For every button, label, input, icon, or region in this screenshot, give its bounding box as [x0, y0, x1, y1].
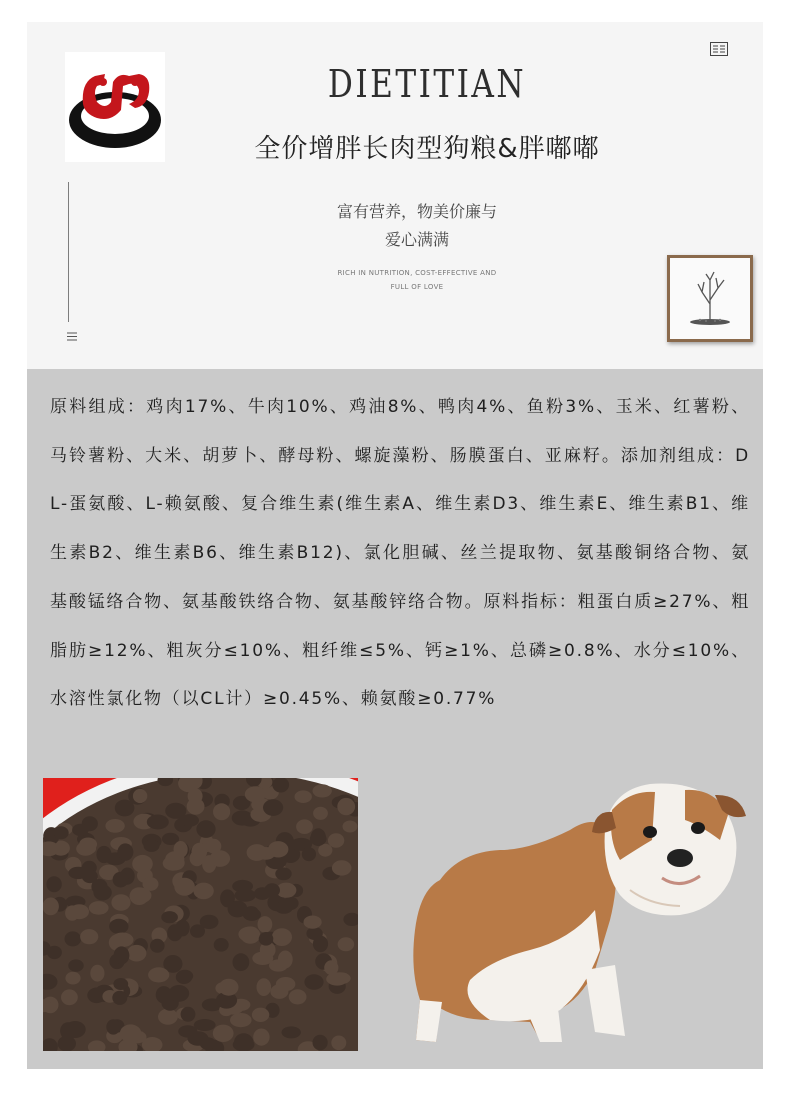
kibble-piece — [158, 1009, 178, 1025]
kibble-piece — [180, 814, 199, 827]
kibble-piece — [328, 833, 344, 847]
kibble-piece — [232, 810, 253, 825]
kibble-piece — [114, 946, 130, 964]
kibble-piece — [167, 924, 182, 941]
hamburger-icon — [67, 332, 77, 341]
kibble-piece — [181, 1007, 196, 1022]
bulldog-photo — [380, 770, 750, 1060]
kibble-piece — [96, 846, 111, 863]
kibble-piece — [257, 978, 272, 996]
tree-picture-frame — [667, 255, 753, 342]
kibble-piece — [258, 916, 273, 933]
kibble-piece — [80, 929, 98, 944]
kibble-piece — [247, 844, 267, 861]
kibble-piece — [65, 972, 80, 985]
ingredients-text: 原料组成：鸡肉17%、牛肉10%、鸡油8%、鸭肉4%、鱼粉3%、玉米、红薯粉、马铃薯粉、大米、胡萝卜、酵母粉、螺旋藻粉、肠膜蛋白、亚麻籽。添加剂组成：DL-蛋氨酸、L-赖氨酸、复合维生素(维生素A、维生素D3、维生素E、维生素B1、维生素B2、维生素B6、维生素B12)、氯化胆碱、丝兰提取物、氨基酸铜络合物、氨基酸锰络合物、氨基酸铁络合物、氨基酸锌络合物。原料指标：粗蛋白质≥27%、粗脂肪≥12%、粗灰分≤10%、粗纤维≤5%、钙≥1%、总磷≥0.8%、水分≤10%、水溶性氯化物（以CL计）≥0.45%、赖氨酸≥0.77% — [50, 397, 750, 710]
divider-line — [68, 182, 69, 322]
kibble-piece — [112, 991, 127, 1005]
kibble-piece — [58, 1036, 76, 1051]
kibble-piece — [235, 889, 256, 902]
kibble-piece — [313, 936, 328, 953]
kibble-piece — [46, 876, 61, 892]
header-panel — [27, 22, 763, 369]
kibble-piece — [54, 826, 69, 839]
kibble-piece — [313, 1035, 328, 1050]
kibble-piece — [109, 919, 128, 934]
kibble-piece — [168, 985, 189, 1002]
kibble-piece — [120, 1024, 142, 1042]
kibble-piece — [161, 911, 178, 923]
kibble-piece — [68, 867, 88, 879]
kibble-piece — [234, 1033, 253, 1051]
kibble-piece — [206, 839, 221, 854]
kibble-piece — [268, 841, 288, 857]
kibble-piece — [272, 928, 292, 946]
kibble-piece — [295, 790, 312, 803]
kibble-piece — [113, 872, 129, 888]
kibble-piece — [233, 953, 250, 971]
kibble-piece — [148, 967, 169, 982]
kibble-piece — [324, 960, 338, 975]
kibble-piece — [127, 945, 147, 962]
kibble-piece — [187, 798, 205, 815]
kibble-piece — [200, 915, 219, 929]
tagline-en-line-1: RICH IN NUTRITION, COST-EFFECTIVE AND — [337, 269, 497, 277]
kibble-piece — [337, 798, 355, 815]
kibble-piece — [144, 840, 160, 852]
kibble-piece — [275, 867, 291, 880]
tagline-en-line-2: FULL OF LOVE — [390, 283, 444, 291]
kibble-piece — [313, 807, 328, 820]
kibble-piece — [282, 1026, 301, 1038]
kibble-piece — [278, 951, 293, 969]
kibble-piece — [65, 931, 82, 946]
kibble-piece — [72, 824, 89, 836]
kibble-piece — [43, 898, 59, 916]
kibble-piece — [296, 819, 313, 834]
kibble-piece — [65, 1021, 86, 1038]
kibble-piece — [174, 878, 195, 896]
product-title: 全价增胖长肉型狗粮&胖嘟嘟 — [254, 134, 600, 164]
kibble-piece — [252, 1008, 269, 1022]
kibble-piece — [70, 904, 89, 919]
kibble-piece — [91, 879, 107, 895]
kibble-piece — [238, 927, 259, 942]
kibble-piece — [47, 946, 62, 959]
kibble-piece — [213, 1025, 234, 1042]
kibble-piece — [230, 1013, 252, 1027]
kibble-piece — [117, 843, 133, 860]
kibble-piece — [302, 847, 316, 861]
kibble-piece — [259, 932, 274, 946]
kibble-image — [43, 778, 358, 1051]
kibble-piece — [133, 789, 147, 803]
kibble-piece — [214, 938, 229, 952]
kibble-piece — [304, 916, 322, 929]
kibble-piece — [343, 821, 358, 833]
kibble-piece — [132, 855, 153, 873]
brand-title: DIETITIAN — [327, 62, 527, 106]
kibble-piece — [193, 883, 213, 900]
kibble-piece — [176, 970, 192, 984]
kibble-piece — [112, 933, 134, 948]
kibble-piece — [111, 894, 130, 911]
kibble-piece — [61, 989, 78, 1005]
kibble-piece — [213, 803, 230, 820]
kibble-piece — [219, 979, 239, 996]
kibble-piece — [178, 1025, 197, 1037]
kibble-piece — [68, 959, 83, 971]
kibble-piece — [253, 1029, 269, 1046]
kibble-piece — [190, 850, 205, 866]
kibble-piece — [196, 820, 215, 838]
kibble-piece — [331, 1036, 346, 1051]
menu-icon[interactable] — [710, 42, 728, 56]
kibble-piece — [304, 974, 323, 989]
tree-icon — [670, 258, 750, 339]
kibble-piece — [276, 977, 296, 991]
kibble-piece — [113, 978, 128, 990]
tagline — [257, 198, 577, 254]
kibble-piece — [130, 888, 151, 903]
kibble-piece — [150, 939, 165, 953]
kibble-piece — [228, 901, 248, 918]
kibble-piece — [106, 1019, 120, 1034]
kibble-piece — [194, 1019, 216, 1031]
tagline-line-1: 富有营养，物美价廉与 — [336, 202, 497, 221]
kibble-piece — [90, 965, 104, 982]
kibble-piece — [263, 799, 283, 816]
kibble-piece — [332, 860, 352, 875]
tagline-english — [247, 266, 587, 294]
kibble-piece — [76, 842, 95, 856]
kibble-photo — [43, 778, 358, 1051]
kibble-piece — [275, 901, 293, 913]
kibble-piece — [105, 819, 124, 833]
kibble-piece — [200, 1037, 216, 1050]
kibble-piece — [89, 901, 109, 915]
kibble-piece — [338, 937, 355, 951]
kibble-piece — [310, 832, 327, 845]
kibble-piece — [166, 855, 185, 870]
tagline-line-2: 爱心满满 — [384, 230, 449, 249]
kibble-piece — [245, 786, 266, 802]
kibble-piece — [313, 784, 332, 797]
kibble-piece — [289, 989, 307, 1004]
kibble-piece — [264, 883, 280, 897]
kibble-piece — [147, 815, 169, 830]
